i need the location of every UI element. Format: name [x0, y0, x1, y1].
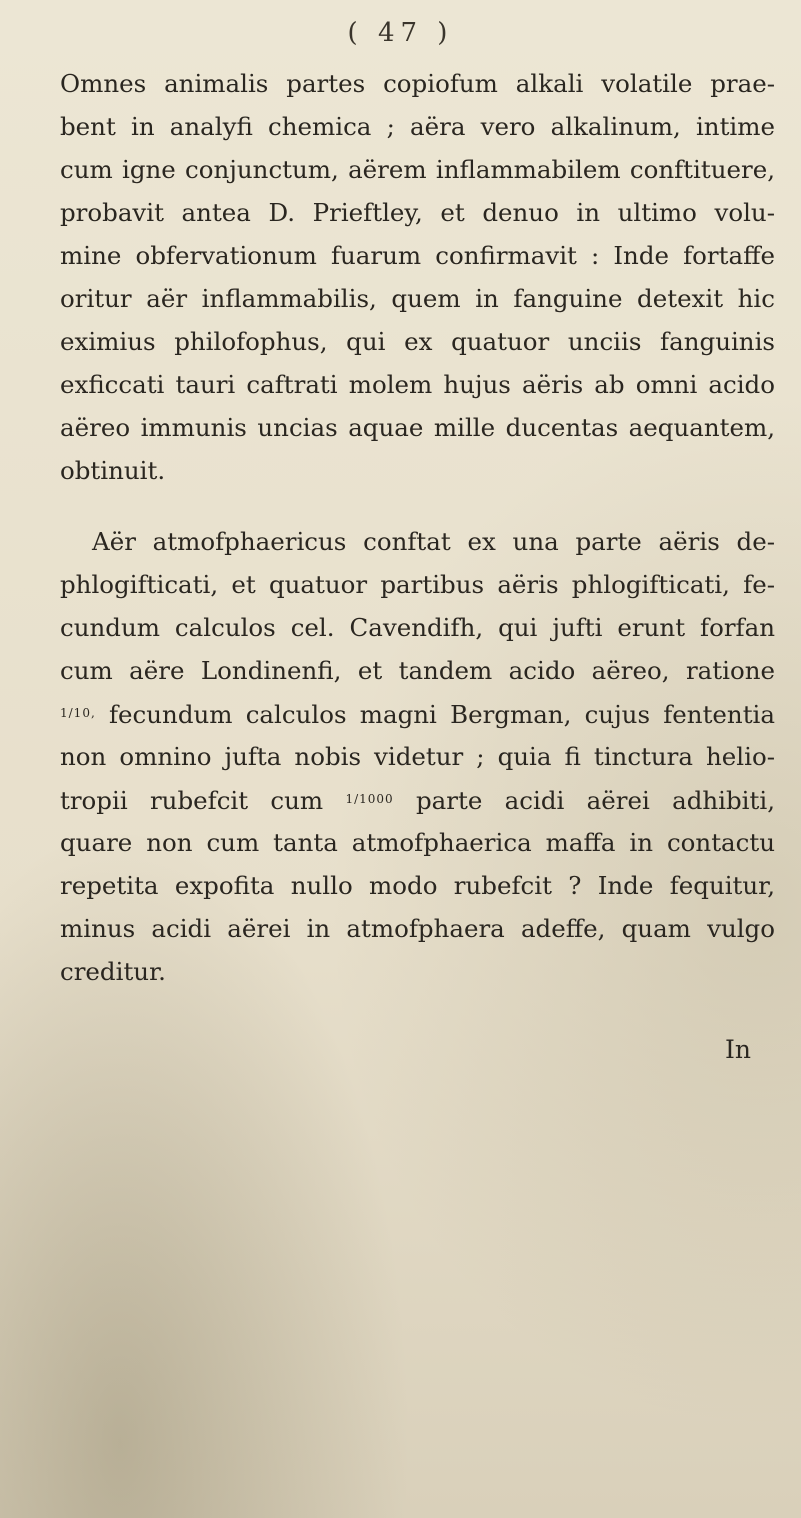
text-line: obtinuit.: [60, 456, 166, 485]
text-line: Omnes animalis partes copiofum alkali volatile prae-: [60, 69, 775, 98]
text-line: phlogifticati, et quatuor partibus aëris phlogifticati, fe-: [60, 570, 775, 599]
text-line: repetita expofita nullo modo rubefcit ? Inde fequitur,: [60, 871, 775, 900]
text-fragment: fecundum calculos magni Bergman, cujus fententia: [108, 700, 775, 729]
text-line: Aër atmofphaericus conftat ex una parte aëris de-: [92, 527, 775, 556]
text-line: minus acidi aërei in atmofphaera adeffe, quam vulgo: [60, 914, 775, 943]
fraction-ratio: 1/10,: [60, 706, 96, 720]
text-line: bent in analyfi chemica ; aëra vero alkalinum, intime: [60, 112, 775, 141]
text-fragment: parte acidi aërei adhibiti,: [416, 786, 775, 815]
text-line: quare non cum tanta atmofphaerica maffa in contactu: [60, 828, 775, 857]
page-number: ( 47 ): [347, 18, 454, 48]
text-line: cum aëre Londinenfi, et tandem acido aëreo, ratione: [60, 656, 775, 685]
text-fragment: tropii rubefcit cum: [60, 786, 324, 815]
paragraph-2: [60, 520, 775, 993]
text-line: exficcati tauri caftrati molem hujus aëris ab omni acido: [60, 370, 775, 399]
paragraph-gap: [60, 492, 775, 520]
text-line: aëreo immunis uncias aquae mille ducentas aequantem,: [60, 413, 775, 442]
catchword: In: [725, 1035, 751, 1064]
text-line: cum igne conjunctum, aërem inflammabilem conftituere,: [60, 155, 775, 184]
text-line: eximius philofophus, qui ex quatuor unciis fanguinis: [60, 327, 775, 356]
fraction-part: 1/1000: [345, 792, 394, 806]
text-line: creditur.: [60, 957, 166, 986]
text-line: mine obfervationum fuarum confirmavit : Inde fortaffe: [60, 241, 775, 270]
text-line: non omnino jufta nobis videtur ; quia fi tinctura helio-: [60, 742, 775, 771]
text-line: cundum calculos cel. Cavendifh, qui jufti erunt forfan: [60, 613, 775, 642]
text-line: oritur aër inflammabilis, quem in fanguine detexit hic: [60, 284, 775, 313]
paragraph-1: [60, 62, 775, 492]
text-body: [60, 62, 775, 993]
text-line-with-fraction: [60, 778, 775, 821]
text-line-with-fraction: [60, 692, 775, 735]
text-line: probavit antea D. Prieftley, et denuo in ultimo volu-: [60, 198, 775, 227]
